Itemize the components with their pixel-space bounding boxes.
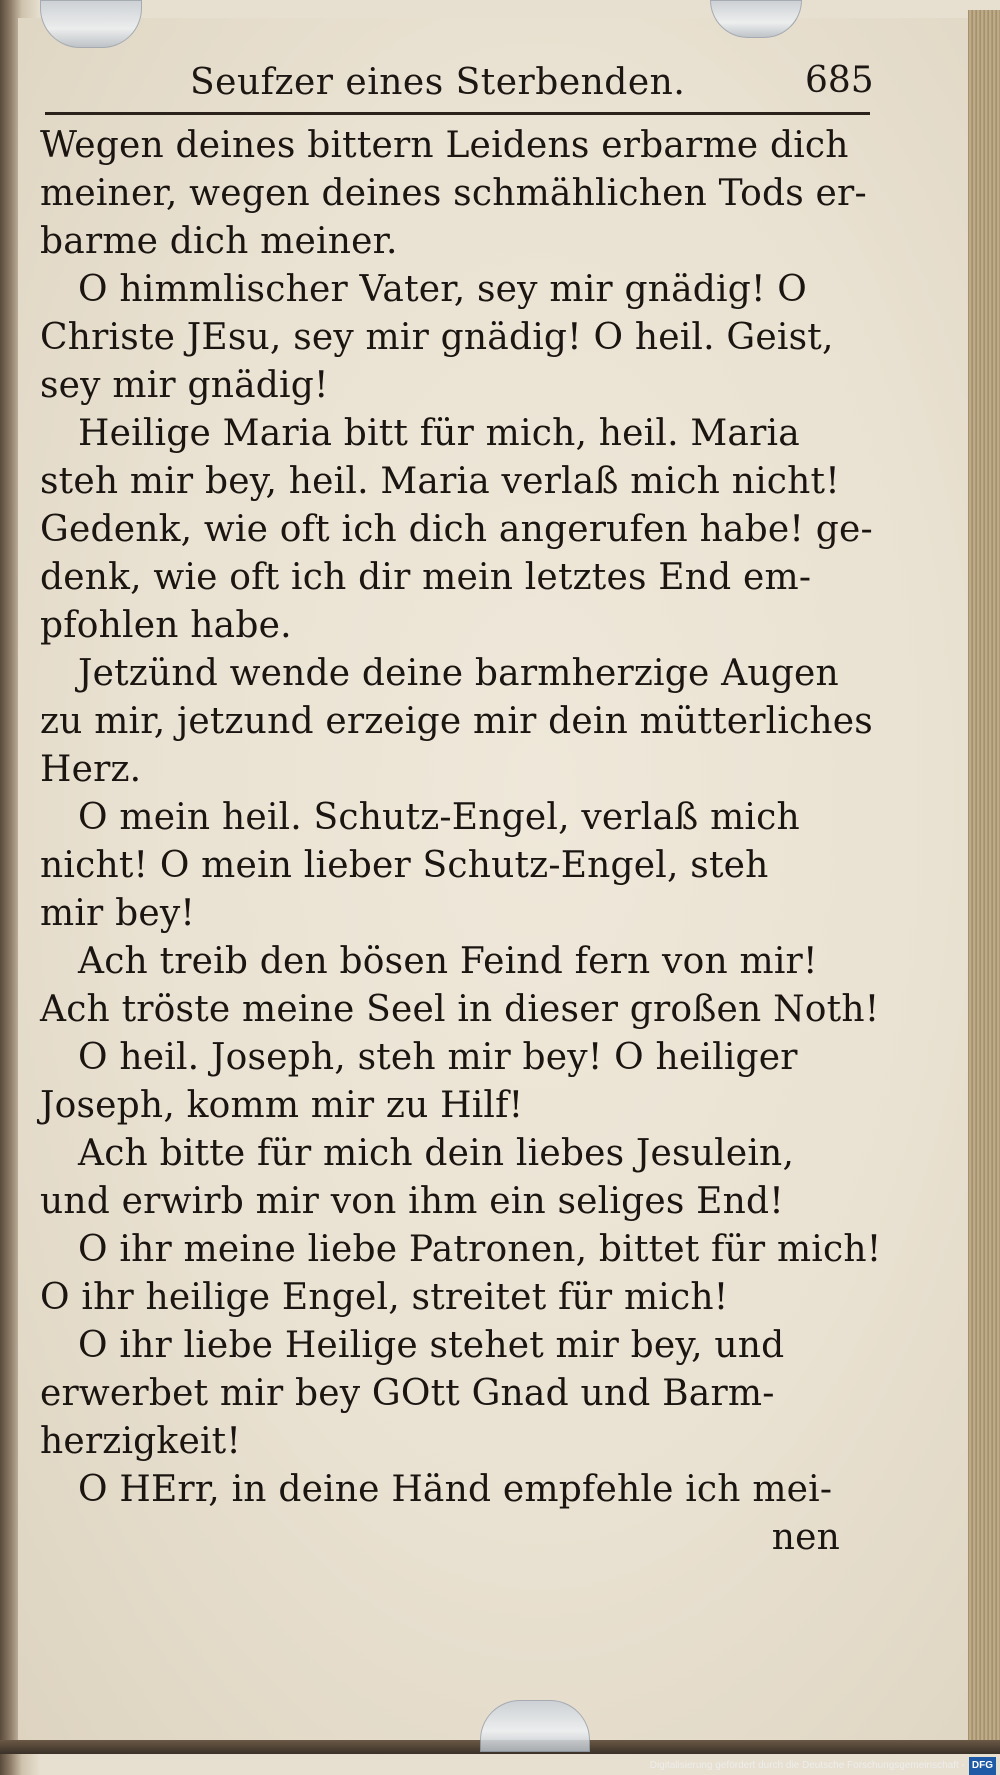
text-line: Ach treib den bösen Feind fern von mir! xyxy=(78,941,818,982)
text-line: Heilige Maria bitt für mich, heil. Maria xyxy=(78,413,800,454)
text-line: denk, wie oft ich dir mein letztes End em- xyxy=(40,557,812,598)
text-line: zu mir, jetzund erzeige mir dein mütterliches xyxy=(40,701,873,742)
text-line: und erwirb mir von ihm ein seliges End! xyxy=(40,1181,784,1222)
text-line: meiner, wegen deines schmählichen Tods er- xyxy=(40,173,867,214)
text-line: O mein heil. Schutz-Engel, verlaß mich xyxy=(78,797,800,838)
page-number: 685 xyxy=(805,60,874,101)
body-text xyxy=(40,122,880,1562)
text-line: O HErr, in deine Händ empfehle ich mei- xyxy=(78,1469,833,1510)
text-line: O ihr meine liebe Patronen, bittet für mich! xyxy=(78,1229,882,1270)
text-line: steh mir bey, heil. Maria verlaß mich nicht! xyxy=(40,461,840,502)
page-header xyxy=(40,58,880,108)
text-line: Christe JEsu, sey mir gnädig! O heil. Geist, xyxy=(40,317,834,358)
credit-text: Digitalisierung gefördert durch die Deutsche Forschungsgemeinschaft - xyxy=(649,1760,965,1771)
header-rule xyxy=(45,112,870,115)
text-line: barme dich meiner. xyxy=(40,221,398,262)
text-line: herzigkeit! xyxy=(40,1421,241,1462)
catchword: nen xyxy=(771,1517,840,1558)
digitization-credit xyxy=(600,1757,1000,1775)
text-line: mir bey! xyxy=(40,893,196,934)
text-line: Herz. xyxy=(40,749,142,790)
text-line: Jetzünd wende deine barmherzige Augen xyxy=(78,653,839,694)
text-line: pfohlen habe. xyxy=(40,605,292,646)
page-clip-bottom xyxy=(480,1700,590,1752)
text-line: O ihr heilige Engel, streitet für mich! xyxy=(40,1277,729,1318)
text-line: Ach tröste meine Seel in dieser großen Noth! xyxy=(40,989,880,1030)
text-line: O heil. Joseph, steh mir bey! O heiliger xyxy=(78,1037,798,1078)
text-line: nicht! O mein lieber Schutz-Engel, steh xyxy=(40,845,769,886)
text-line: O himmlischer Vater, sey mir gnädig! O xyxy=(78,269,807,310)
page-edges xyxy=(968,10,1000,1740)
text-line: Gedenk, wie oft ich dich angerufen habe! ge- xyxy=(40,509,873,550)
text-line: erwerbet mir bey GOtt Gnad und Barm- xyxy=(40,1373,775,1414)
text-line: Ach bitte für mich dein liebes Jesulein, xyxy=(78,1133,795,1174)
text-line: O ihr liebe Heilige stehet mir bey, und xyxy=(78,1325,785,1366)
text-line: Wegen deines bittern Leidens erbarme dich xyxy=(40,125,849,166)
running-head: Seufzer eines Sterbenden. xyxy=(190,62,686,103)
text-line: sey mir gnädig! xyxy=(40,365,329,406)
dfg-logo: DFG xyxy=(969,1757,996,1775)
text-line: Joseph, komm mir zu Hilf! xyxy=(40,1085,524,1126)
